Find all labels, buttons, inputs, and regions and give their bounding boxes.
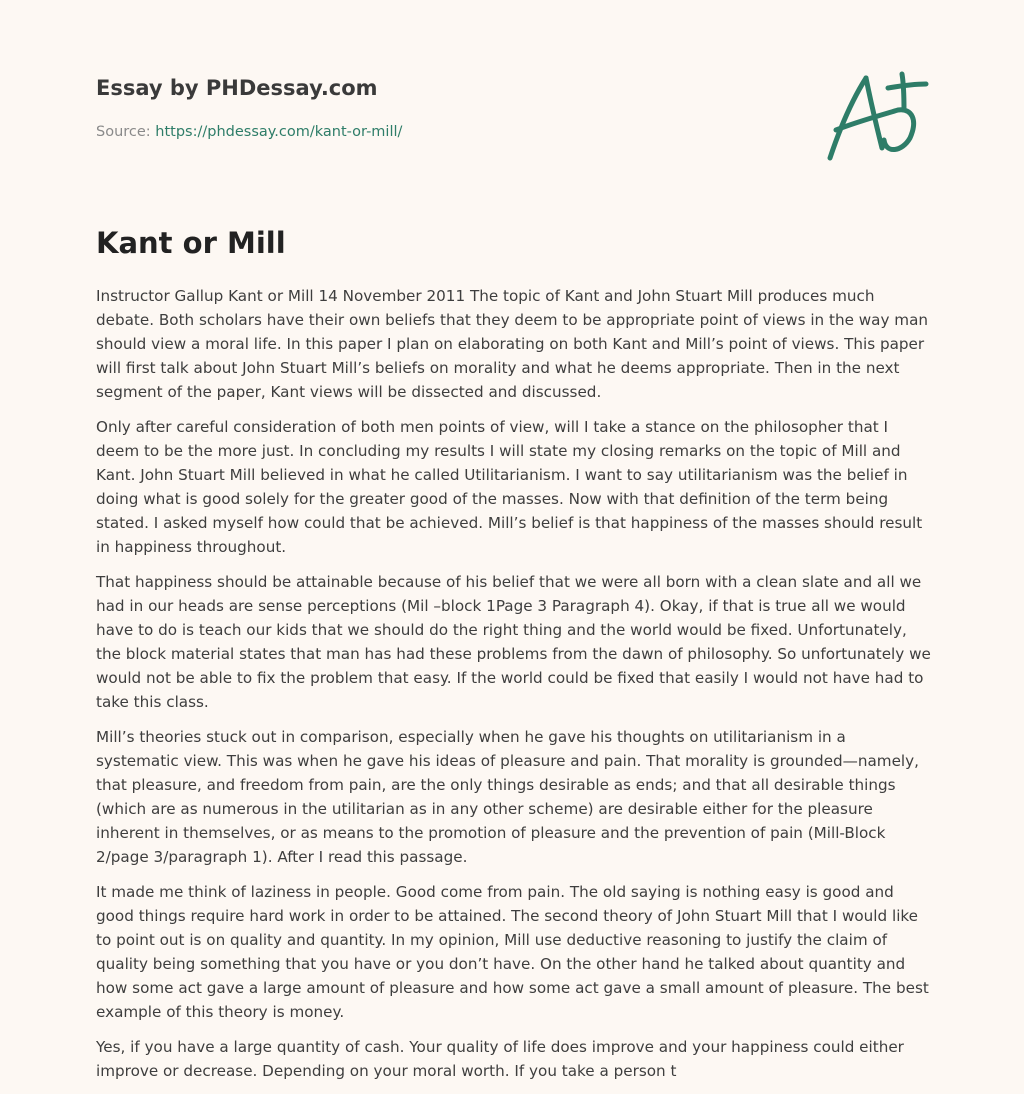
source-label: Source: [96,124,156,140]
site-brand: Essay by PHDessay.com [96,76,378,100]
essay-paragraph: Instructor Gallup Kant or Mill 14 November 2011 The topic of Kant and John Stuart Mill produces much debate. Both scholars have their own beliefs that they deem to be appropriate point of views in the way man should view a moral life. In this paper I plan on elaborating on both Kant and Mill’s point of views. This paper will first talk about John Stuart Mill’s beliefs on morality and what he deems appropriate. Then in the next segment of the paper, Kant views will be dissected and discussed. [96,287,929,401]
source-link[interactable]: https://phdessay.com/kant-or-mill/ [155,124,403,140]
essay-paragraph: That happiness should be attainable because of his belief that we were all born with a clean slate and all we had in our heads are sense perceptions (Mil –block 1Page 3 Paragraph 4). Okay, if that is true all we would have to do is teach our kids that we should do the right thing and the world would be fixed. Unfortunately, the block material states that man has had these problems from the dawn of philosophy. So unfortunately we would not be able to fix the problem that easy. If the world could be fixed that easily I would not have had to take this class. [96,573,931,711]
essay-paragraph: It made me think of laziness in people. Good come from pain. The old saying is nothing easy is good and good things require hard work in order to be attained. The second theory of John Stuart Mill that I would like to point out is on quality and quantity. In my opinion, Mill use deductive reasoning to justify the claim of quality being something that you have or you don’t have. On the other hand he talked about quantity and how some act gave a large amount of pleasure and how some act gave a small amount of pleasure. The best example of this theory is money. [96,883,929,1021]
essay-body [96,284,932,1094]
essay-paragraph: Only after careful consideration of both men points of view, will I take a stance on the philosopher that I deem to be the more just. In concluding my results I will state my closing remarks on the topic of Mill and Kant. John Stuart Mill believed in what he called Utilitarianism. I want to say utilitarianism was the belief in doing what is good solely for the greater good of the masses. Now with that definition of the term being stated. I asked myself how could that be achieved. Mill’s belief is that happiness of the masses should result in happiness throughout. [96,418,923,556]
a-plus-grade-icon [822,64,932,168]
essay-title: Kant or Mill [96,226,286,260]
source-line [96,124,402,140]
essay-paragraph: Yes, if you have a large quantity of cash. Your quality of life does improve and your happiness could either improve or decrease. Depending on your moral worth. If you take a person t [96,1038,904,1080]
essay-paragraph: Mill’s theories stuck out in comparison, especially when he gave his thoughts on utilitarianism in a systematic view. This was when he gave his ideas of pleasure and pain. That morality is grounded—namely, that pleasure, and freedom from pain, are the only things desirable as ends; and that all desirable things (which are as numerous in the utilitarian as in any other scheme) are desirable either for the pleasure inherent in themselves, or as means to the promotion of pleasure and the prevention of pain (Mill-Block 2/page 3/paragraph 1). After I read this passage. [96,728,919,866]
